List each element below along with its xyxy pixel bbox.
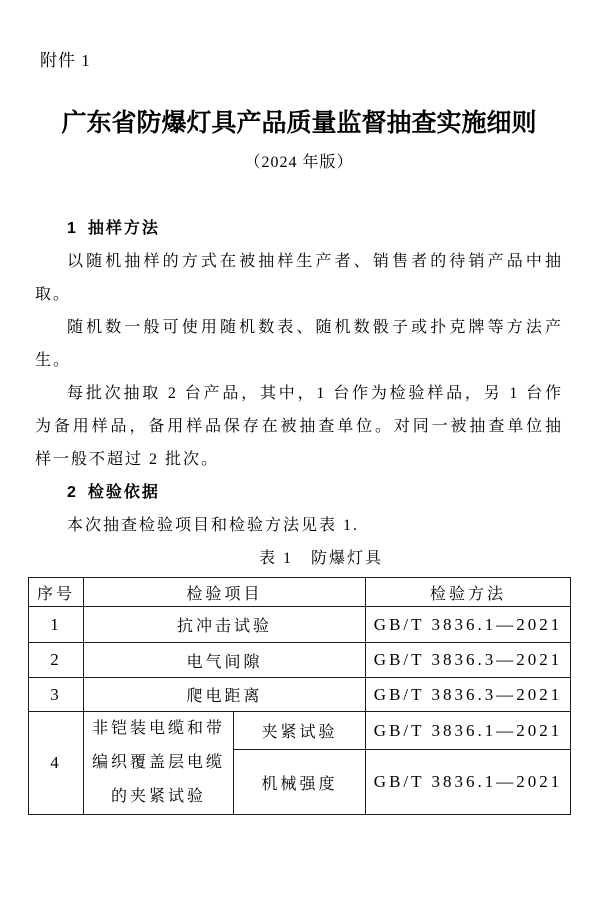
- cell-serial-no: 4: [29, 712, 84, 815]
- table-row: [29, 643, 571, 678]
- section-heading-inspection-basis: 2 检验依据: [67, 484, 160, 501]
- paragraph-line: 以随机抽样的方式在被抽样生产者、销售者的待销产品中抽: [67, 253, 563, 270]
- table-row: [29, 712, 571, 750]
- cell-serial-no: 1: [29, 607, 84, 643]
- table-header-row: [29, 578, 571, 607]
- col-header-inspection-method: 检验方法: [366, 578, 571, 607]
- paragraph-line: 取。: [35, 286, 72, 303]
- section-heading-sampling-method: 1 抽样方法: [67, 220, 160, 237]
- table-caption: 表 1 防爆灯具: [258, 550, 383, 567]
- paragraph-line: 样一般不超过 2 批次。: [35, 451, 220, 468]
- cell-inspection-item: 电气间隙: [84, 643, 366, 678]
- cell-inspection-method: GB/T 3836.3—2021: [366, 643, 571, 678]
- cell-serial-no: 3: [29, 678, 84, 712]
- cell-inspection-item: 爬电距离: [84, 678, 366, 712]
- cell-inspection-item: 抗冲击试验: [84, 607, 366, 643]
- document-title: 广东省防爆灯具产品质量监督抽查实施细则: [61, 109, 537, 137]
- attachment-label: 附件 1: [40, 51, 91, 70]
- cell-inspection-method: GB/T 3836.1—2021: [366, 712, 571, 750]
- cell-inspection-subitem: 夹紧试验: [234, 712, 366, 750]
- col-header-serial-no: 序号: [29, 578, 84, 607]
- cell-inspection-method: GB/T 3836.1—2021: [366, 750, 571, 815]
- cell-inspection-method: GB/T 3836.1—2021: [366, 607, 571, 643]
- edition-subtitle: （2024 年版）: [244, 154, 354, 171]
- paragraph-line: 随机数一般可使用随机数表、随机数骰子或扑克牌等方法产: [67, 319, 563, 336]
- table-row: [29, 607, 571, 643]
- inspection-items-table: [28, 577, 571, 815]
- cell-inspection-subitem: 机械强度: [234, 750, 366, 815]
- cell-inspection-item-group: 非铠装电缆和带编织覆盖层电缆的夹紧试验: [84, 712, 234, 815]
- paragraph-line: 生。: [35, 352, 72, 369]
- cell-inspection-method: GB/T 3836.3—2021: [366, 678, 571, 712]
- document-body: [35, 212, 563, 575]
- paragraph-line: 为备用样品，备用样品保存在被抽查单位。对同一被抽查单位抽: [35, 418, 563, 435]
- table-row: [29, 678, 571, 712]
- paragraph-line: 每批次抽取 2 台产品，其中，1 台作为检验样品，另 1 台作: [67, 385, 563, 402]
- cell-serial-no: 2: [29, 643, 84, 678]
- col-header-inspection-item: 检验项目: [84, 578, 366, 607]
- paragraph-line: 本次抽查检验项目和检验方法见表 1.: [67, 517, 360, 534]
